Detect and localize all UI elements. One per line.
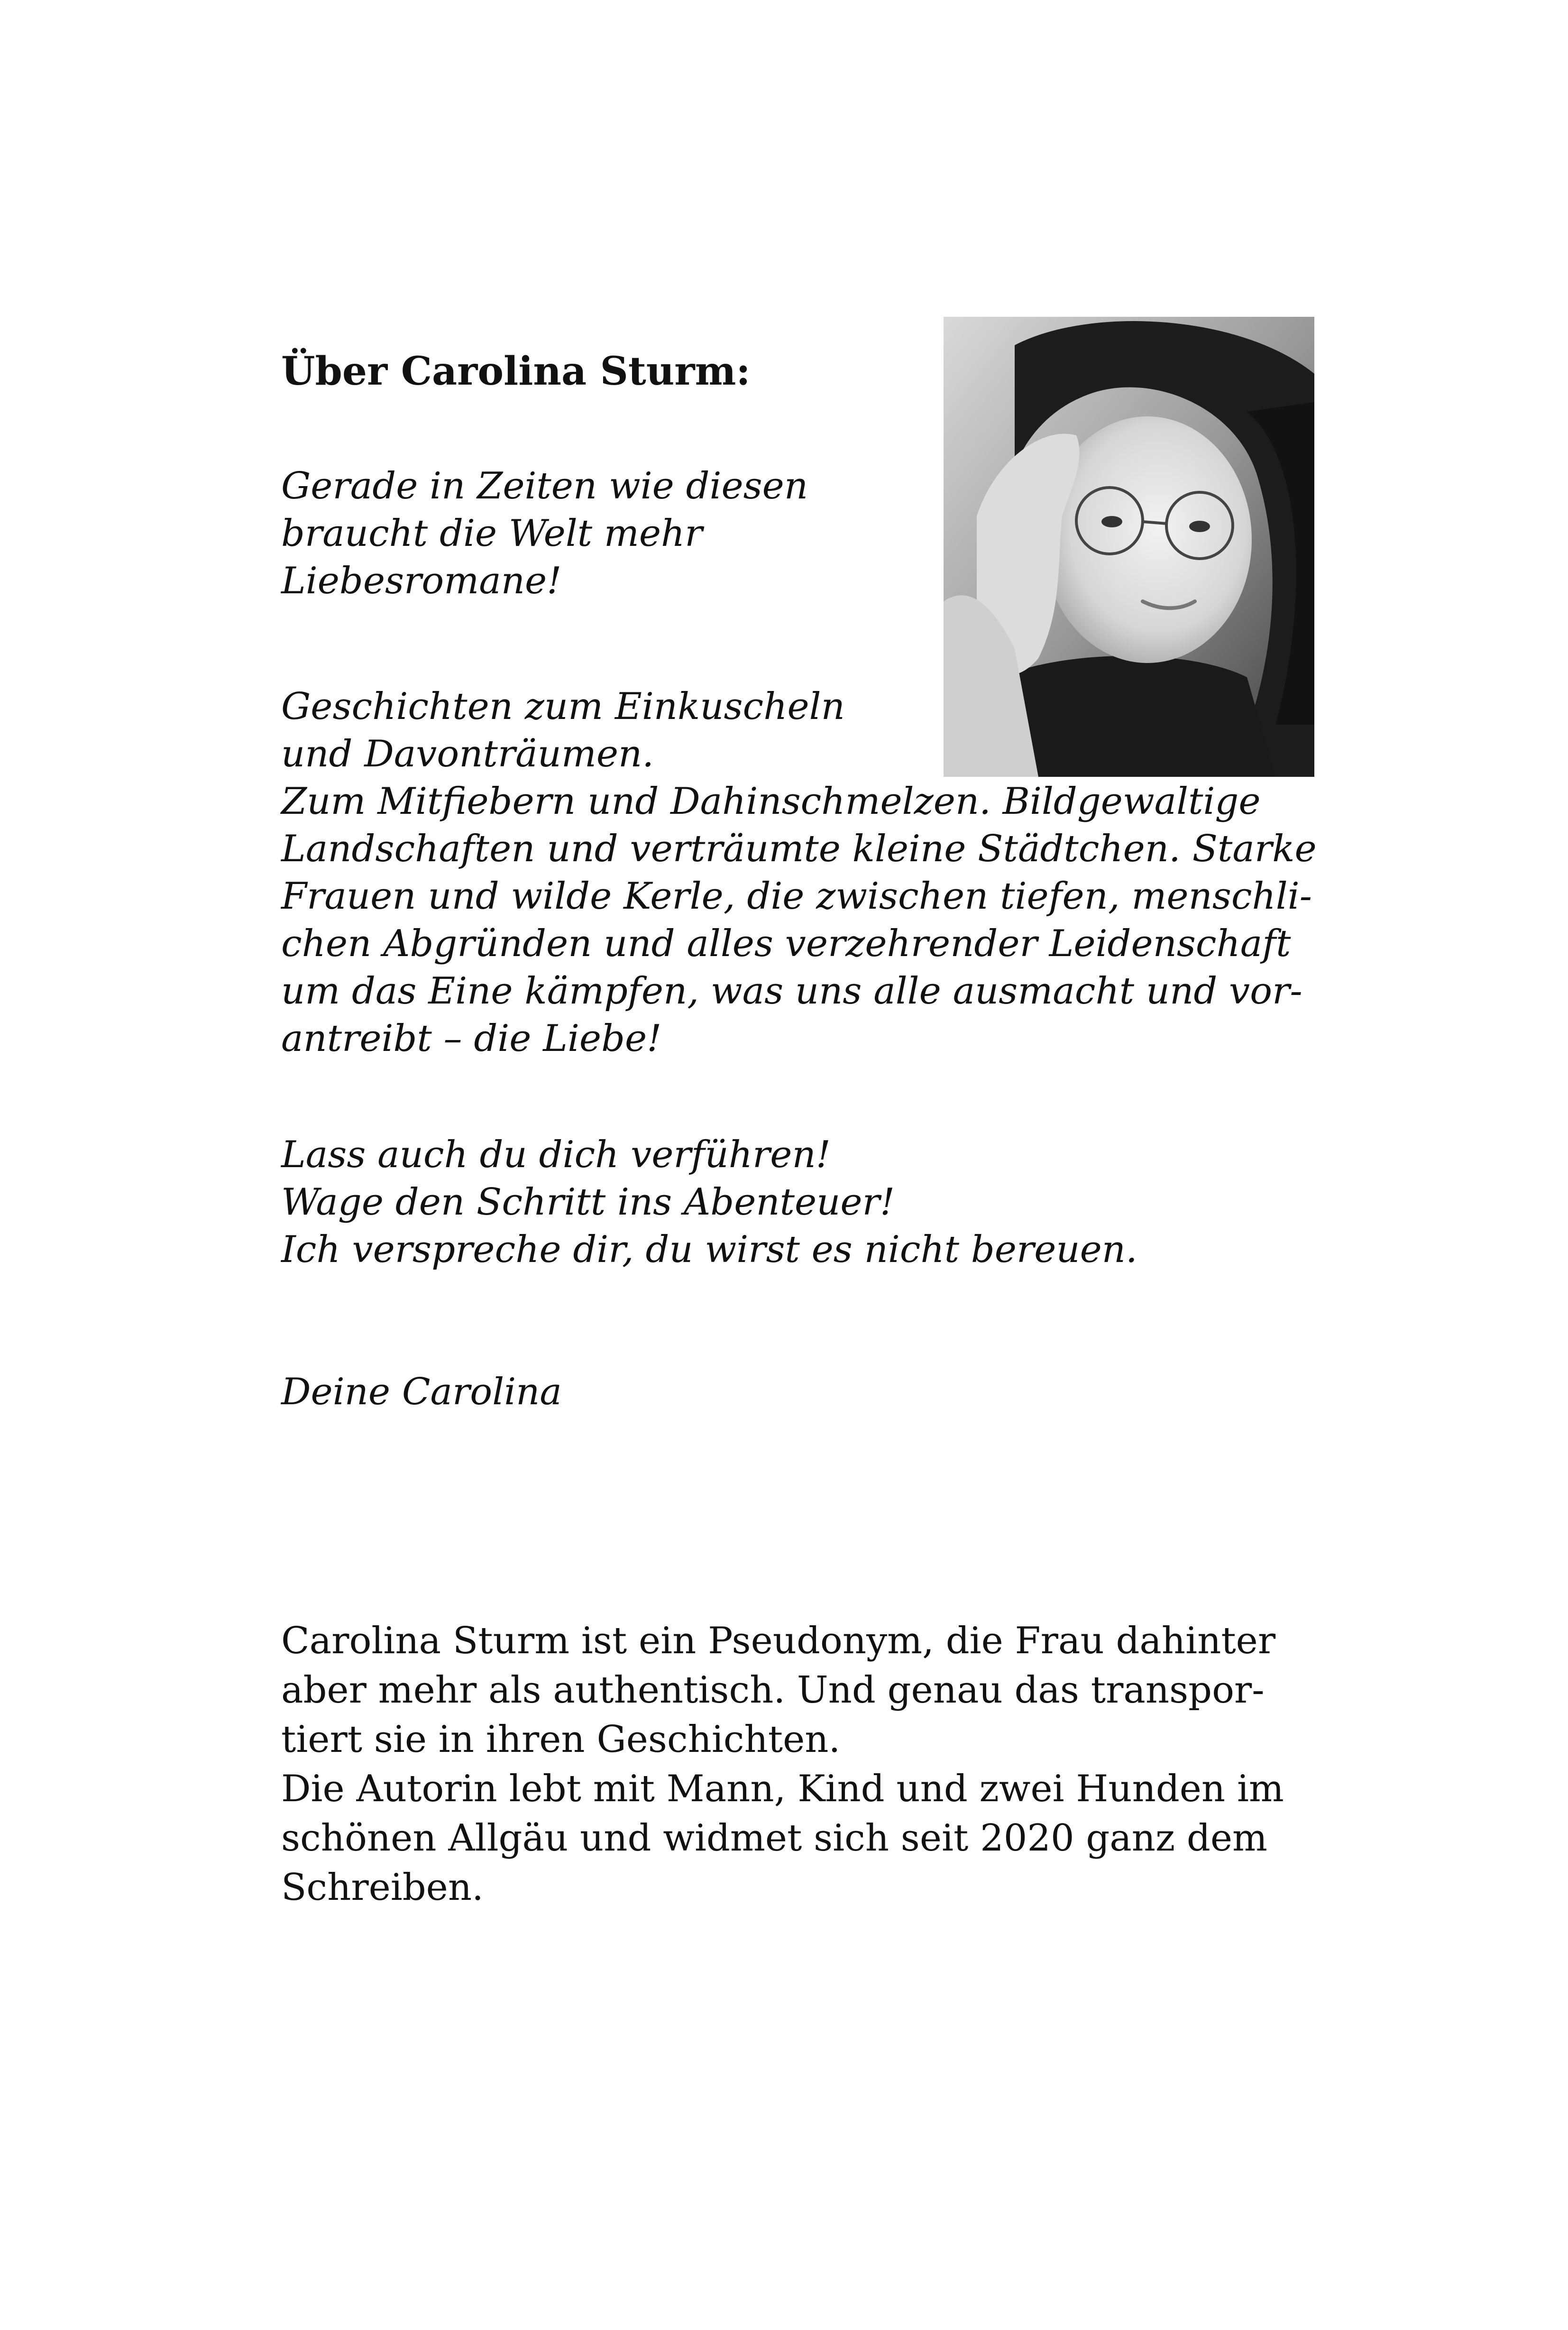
stories-line: Frauen und wilde Kerle, die zwischen tiefen, menschli- — [281, 875, 1312, 918]
stories-line: Geschichten zum Einkuscheln — [281, 685, 845, 728]
bio-line: Schreiben. — [281, 1866, 484, 1909]
bio-line: schönen Allgäu und widmet sich seit 2020 ganz dem — [281, 1817, 1267, 1860]
invite-line: Wage den Schritt ins Abenteuer! — [281, 1181, 895, 1224]
bio-line: aber mehr als authentisch. Und genau das transpor- — [281, 1669, 1265, 1712]
author-photo — [944, 317, 1314, 777]
stories-line: Landschaften und verträumte kleine Städtchen. Starke — [281, 828, 1317, 870]
invite-line: Ich verspreche dir, du wirst es nicht bereuen. — [281, 1228, 1137, 1271]
intro-line: Liebesromane! — [281, 560, 562, 602]
intro-line: Gerade in Zeiten wie diesen — [281, 465, 808, 507]
bio-line: tiert sie in ihren Geschichten. — [281, 1718, 841, 1761]
stories-line: chen Abgründen und alles verzehrender Leidenschaft — [281, 922, 1291, 965]
signature: Deine Carolina — [281, 1371, 562, 1413]
intro-line: braucht die Welt mehr — [281, 512, 703, 555]
stories-line: antreibt – die Liebe! — [281, 1017, 662, 1060]
section-heading: Über Carolina Sturm: — [281, 349, 751, 394]
bio-line: Die Autorin lebt mit Mann, Kind und zwei Hunden im — [281, 1768, 1284, 1810]
invite-line: Lass auch du dich verführen! — [281, 1133, 831, 1176]
stories-line: Zum Mitfiebern und Dahinschmelzen. Bildgewaltige — [281, 780, 1261, 823]
stories-line: um das Eine kämpfen, was uns alle ausmacht und vor- — [281, 970, 1302, 1013]
bio-line: Carolina Sturm ist ein Pseudonym, die Frau dahinter — [281, 1620, 1276, 1662]
stories-line: und Davonträumen. — [281, 733, 654, 775]
